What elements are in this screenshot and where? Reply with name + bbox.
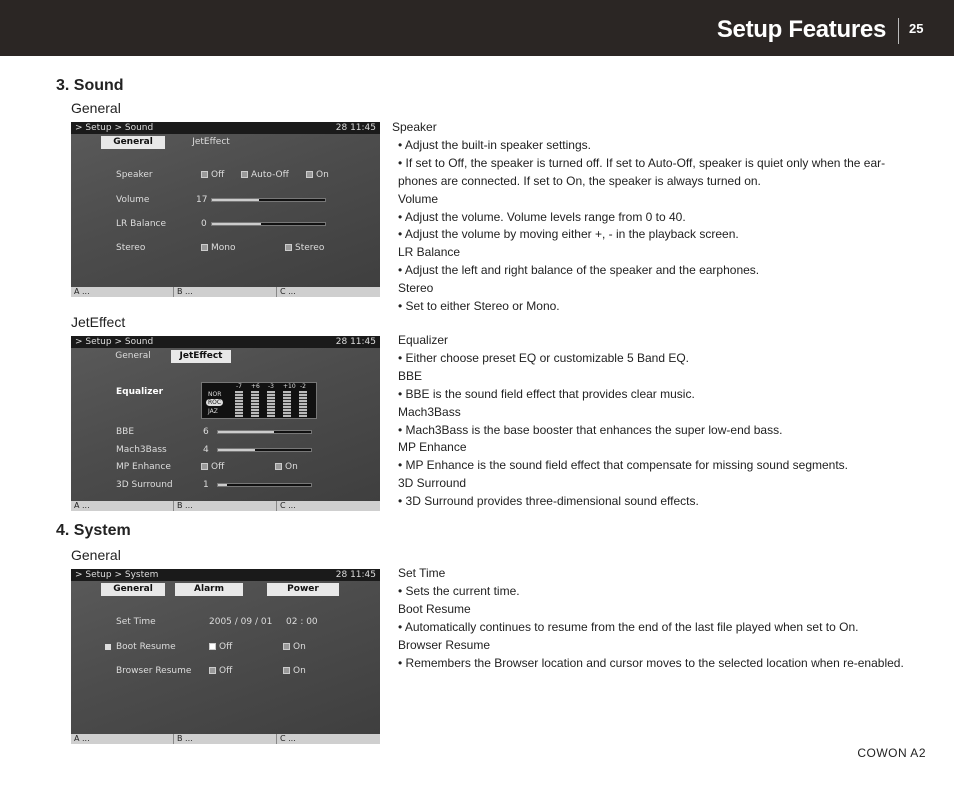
breadcrumb: > Setup > Sound: [75, 123, 154, 133]
eq-preset-jaz[interactable]: JAZ: [208, 408, 218, 415]
checkbox-icon: [241, 171, 248, 178]
softkey-bar: [71, 501, 380, 511]
subheading-text: BBE: [398, 368, 423, 383]
softkey-bar: [71, 287, 380, 297]
lr-balance-label: LR Balance: [116, 219, 167, 229]
page-header: [0, 0, 954, 56]
checkbox-icon: [209, 667, 216, 674]
speaker-label: Speaker: [116, 170, 153, 180]
softkey-a[interactable]: A ...: [71, 734, 174, 744]
page-number: 25: [909, 21, 924, 36]
bullet-text: • Adjust the built-in speaker settings.: [398, 137, 591, 152]
softkey-b[interactable]: B ...: [174, 501, 277, 511]
bullet-text: • BBE is the sound field effect that provides clear music.: [398, 386, 695, 401]
header-divider: [898, 18, 899, 44]
speaker-on-option[interactable]: On: [306, 170, 329, 180]
checkbox-icon: [201, 171, 208, 178]
device-status-bar: [71, 569, 380, 581]
subheading-text: Set Time: [398, 566, 446, 580]
bullet-text: • Remembers the Browser location and cursor moves to the selected location when re-enabled.: [398, 655, 904, 670]
volume-fill: [212, 199, 259, 201]
page-title: Setup Features: [716, 16, 886, 43]
eq-band-1-label: -7: [236, 383, 242, 390]
set-time-date[interactable]: 2005 / 09 / 01: [209, 617, 273, 627]
selection-marker-icon: [105, 644, 111, 650]
checkbox-icon: [275, 463, 282, 470]
checkbox-icon: [306, 171, 313, 178]
eq-band-3-label: -3: [268, 383, 274, 390]
subheading-text: Browser Resume: [398, 637, 491, 652]
checkbox-icon: [285, 244, 292, 251]
bbe-fill: [218, 431, 274, 433]
softkey-c[interactable]: C ...: [280, 287, 296, 296]
bullet-text: • 3D Surround provides three-dimensional sound effects.: [398, 494, 699, 509]
bullet-text: • Mach3Bass is the base booster that enhances the super low-end bass.: [398, 422, 783, 437]
stereo-label: Stereo: [116, 243, 146, 253]
bbe-slider[interactable]: [217, 430, 312, 434]
status-readout: 28 11:45: [335, 123, 376, 133]
equalizer-panel[interactable]: [201, 382, 317, 419]
breadcrumb: > Setup > Sound: [75, 337, 154, 347]
bullet-text: • If set to Off, the speaker is turned off. If set to Auto-Off, speaker is quiet only when the ear-: [398, 155, 886, 170]
subheading-text: MP Enhance: [398, 440, 467, 455]
stereo-stereo-option[interactable]: Stereo: [285, 243, 324, 253]
eq-band-4-slider[interactable]: [283, 391, 291, 417]
description-sound-jeteffect: [392, 332, 912, 511]
bullet-text: • Sets the current time.: [398, 583, 520, 598]
screenshot-sound-general: [71, 122, 380, 297]
softkey-b[interactable]: B ...: [174, 287, 277, 297]
speaker-off-option[interactable]: Off: [201, 170, 224, 180]
mp-enhance-label: MP Enhance: [116, 462, 171, 472]
tab-general[interactable]: General: [101, 583, 165, 596]
softkey-bar: [71, 734, 380, 744]
bullet-text: • Adjust the volume. Volume levels range from 0 to 40.: [398, 209, 686, 224]
tab-power[interactable]: Power: [267, 583, 339, 596]
eq-band-2-label: +6: [251, 383, 260, 390]
eq-band-4-label: +10: [283, 383, 296, 390]
subsection-jeteffect: JetEffect: [71, 314, 126, 330]
tab-bar: [71, 583, 380, 596]
subheading-text: Equalizer: [398, 333, 449, 347]
3d-surround-value: 1: [203, 480, 209, 490]
tab-alarm[interactable]: Alarm: [175, 583, 243, 596]
lr-balance-fill: [212, 223, 261, 225]
browser-resume-on-option[interactable]: On: [283, 666, 306, 676]
tab-bar: [71, 136, 380, 149]
boot-resume-on-option[interactable]: On: [283, 642, 306, 652]
volume-label: Volume: [116, 195, 150, 205]
bullet-text: • Either choose preset EQ or customizable 5 Band EQ.: [398, 350, 690, 365]
mach3bass-slider[interactable]: [217, 448, 312, 452]
3d-surround-slider[interactable]: [217, 483, 312, 487]
eq-band-1-slider[interactable]: [235, 391, 243, 417]
tab-jeteffect[interactable]: JetEffect: [171, 350, 231, 363]
browser-resume-label: Browser Resume: [116, 666, 192, 676]
volume-value: 17: [196, 195, 208, 205]
softkey-c[interactable]: C ...: [280, 501, 296, 510]
bullet-text: • Adjust the left and right balance of the speaker and the earphones.: [398, 263, 760, 278]
set-time-label: Set Time: [116, 617, 156, 627]
tab-general[interactable]: General: [101, 136, 165, 149]
subheading-text: phones are connected. If set to On, the speaker is always turned on.: [398, 173, 761, 188]
subheading-text: Speaker: [392, 120, 437, 134]
status-readout: 28 11:45: [335, 570, 376, 580]
browser-resume-off-option[interactable]: Off: [209, 666, 232, 676]
screenshot-sound-jeteffect: [71, 336, 380, 511]
subsection-sound-general: General: [71, 100, 121, 116]
bbe-label: BBE: [116, 427, 135, 437]
description-sound-general: [392, 119, 912, 316]
mach3bass-label: Mach3Bass: [116, 445, 167, 455]
subheading-text: LR Balance: [398, 245, 461, 260]
eq-band-5-slider[interactable]: [299, 391, 307, 417]
3d-surround-label: 3D Surround: [116, 480, 173, 490]
bullet-text: • MP Enhance is the sound field effect that compensate for missing sound segments.: [398, 458, 849, 473]
set-time-clock[interactable]: 02 : 00: [286, 617, 318, 627]
tab-bar: [71, 350, 380, 363]
subheading-text: Boot Resume: [398, 601, 471, 616]
mp-enhance-off-option[interactable]: Off: [201, 462, 224, 472]
subheading-text: 3D Surround: [398, 476, 467, 491]
description-system-general: [392, 565, 912, 672]
boot-resume-off-option[interactable]: Off: [209, 642, 232, 652]
mach3bass-fill: [218, 449, 255, 451]
tab-jeteffect[interactable]: JetEffect: [192, 137, 230, 147]
softkey-b[interactable]: B ...: [174, 734, 277, 744]
softkey-c[interactable]: C ...: [280, 734, 296, 743]
speaker-autooff-option[interactable]: Auto-Off: [241, 170, 289, 180]
footer-model: COWON A2: [857, 746, 926, 760]
screenshot-system-general: [71, 569, 380, 744]
checkbox-icon: [201, 463, 208, 470]
eq-band-2-slider[interactable]: [251, 391, 259, 417]
subsection-system-general: General: [71, 547, 121, 563]
equalizer-label: Equalizer: [116, 387, 164, 397]
checkbox-icon: [201, 244, 208, 251]
device-status-bar: [71, 122, 380, 134]
3d-surround-fill: [218, 484, 227, 486]
boot-resume-label: Boot Resume: [116, 642, 176, 652]
lr-balance-slider[interactable]: [211, 222, 326, 226]
softkey-a[interactable]: A ...: [71, 501, 174, 511]
checkbox-icon: [209, 643, 216, 650]
eq-band-5-label: -2: [300, 383, 306, 390]
subheading-text: Mach3Bass: [398, 404, 461, 419]
bullet-text: • Automatically continues to resume from the end of the last file played when set to On.: [398, 619, 859, 634]
subheading-text: Volume: [398, 191, 439, 206]
lr-balance-value: 0: [201, 219, 207, 229]
status-readout: 28 11:45: [335, 337, 376, 347]
eq-preset-roc[interactable]: ROC: [208, 399, 222, 406]
device-status-bar: [71, 336, 380, 348]
section-title-sound: 3. Sound: [56, 77, 124, 94]
mach3bass-value: 4: [203, 445, 209, 455]
subheading-text: Stereo: [398, 281, 434, 296]
softkey-a[interactable]: A ...: [71, 287, 174, 297]
stereo-mono-option[interactable]: Mono: [201, 243, 235, 253]
checkbox-icon: [283, 667, 290, 674]
bbe-value: 6: [203, 427, 209, 437]
checkbox-icon: [283, 643, 290, 650]
bullet-text: • Set to either Stereo or Mono.: [398, 299, 560, 314]
breadcrumb: > Setup > System: [75, 570, 159, 580]
volume-slider[interactable]: [211, 198, 326, 202]
tab-general[interactable]: General: [115, 351, 151, 361]
bullet-text: • Adjust the volume by moving either +, - in the playback screen.: [398, 227, 739, 242]
eq-preset-nor[interactable]: NOR: [208, 391, 222, 398]
eq-band-3-slider[interactable]: [267, 391, 275, 417]
mp-enhance-on-option[interactable]: On: [275, 462, 298, 472]
section-title-system: 4. System: [56, 522, 131, 539]
